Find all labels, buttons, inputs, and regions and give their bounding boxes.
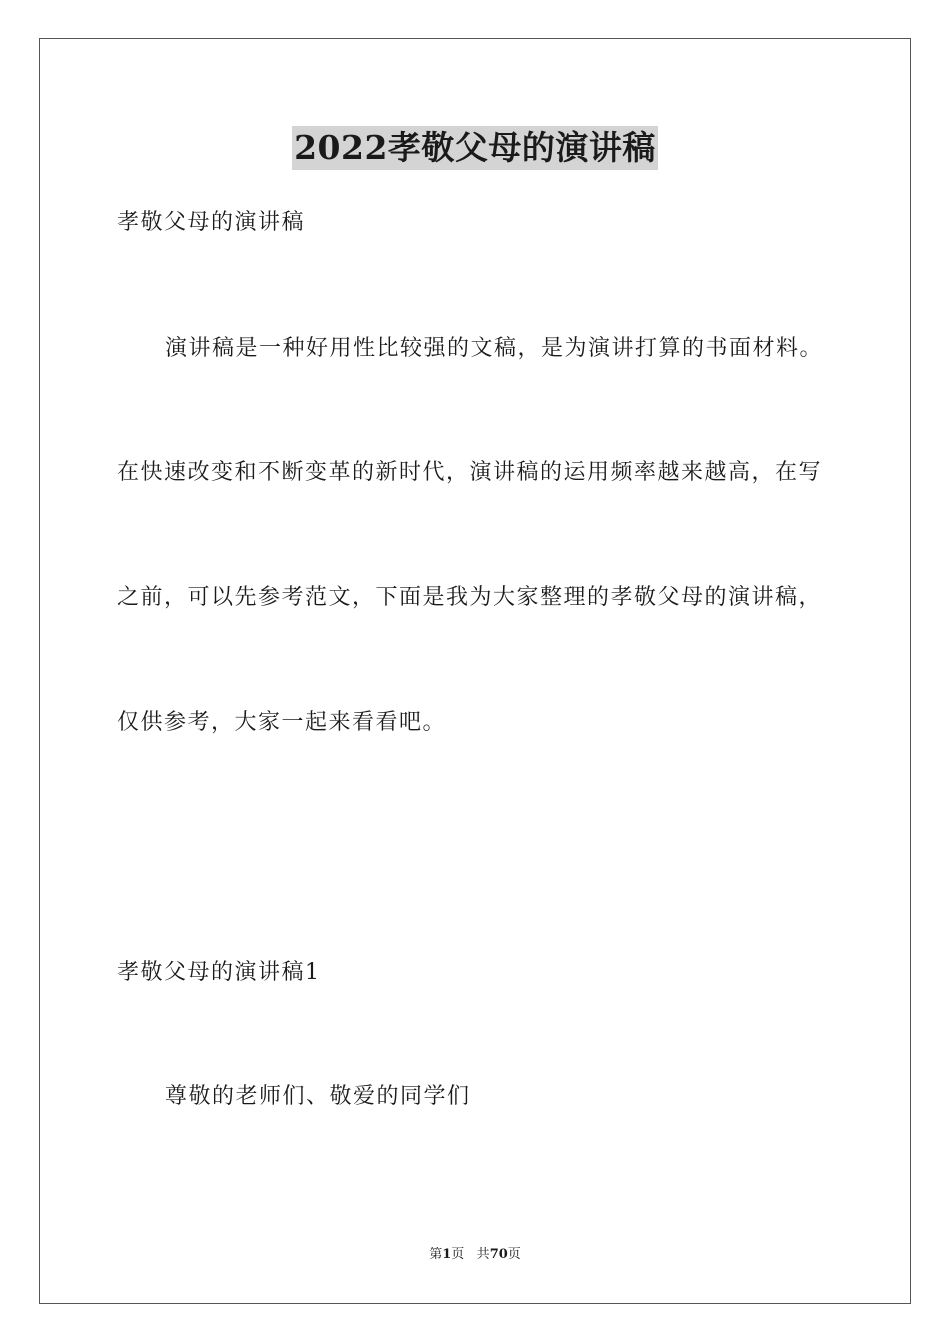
paragraph-line-1: 演讲稿是一种好用性比较强的文稿，是为演讲打算的书面材料。	[165, 336, 824, 361]
page-footer	[0, 1246, 950, 1264]
paragraph-line-4: 仅供参考，大家一起来看看吧。	[117, 710, 447, 735]
page-suffix: 页	[451, 1247, 465, 1262]
document-title: 2022孝敬父母的演讲稿	[292, 126, 658, 170]
section-heading: 孝敬父母的演讲稿1	[117, 960, 321, 985]
paragraph-line-2: 在快速改变和不断变革的新时代，演讲稿的运用频率越来越高，在写	[117, 460, 823, 485]
total-pages: 70	[489, 1247, 508, 1262]
title-container	[0, 126, 950, 170]
page-number: 1	[442, 1247, 452, 1262]
greeting-line: 尊敬的老师们、敬爱的同学们	[165, 1084, 471, 1109]
page-prefix: 第	[429, 1247, 443, 1262]
total-prefix: 共	[476, 1247, 490, 1262]
subtitle-line: 孝敬父母的演讲稿	[117, 210, 306, 235]
total-suffix: 页	[507, 1247, 521, 1262]
paragraph-line-3: 之前，可以先参考范文，下面是我为大家整理的孝敬父母的演讲稿，	[117, 585, 823, 610]
